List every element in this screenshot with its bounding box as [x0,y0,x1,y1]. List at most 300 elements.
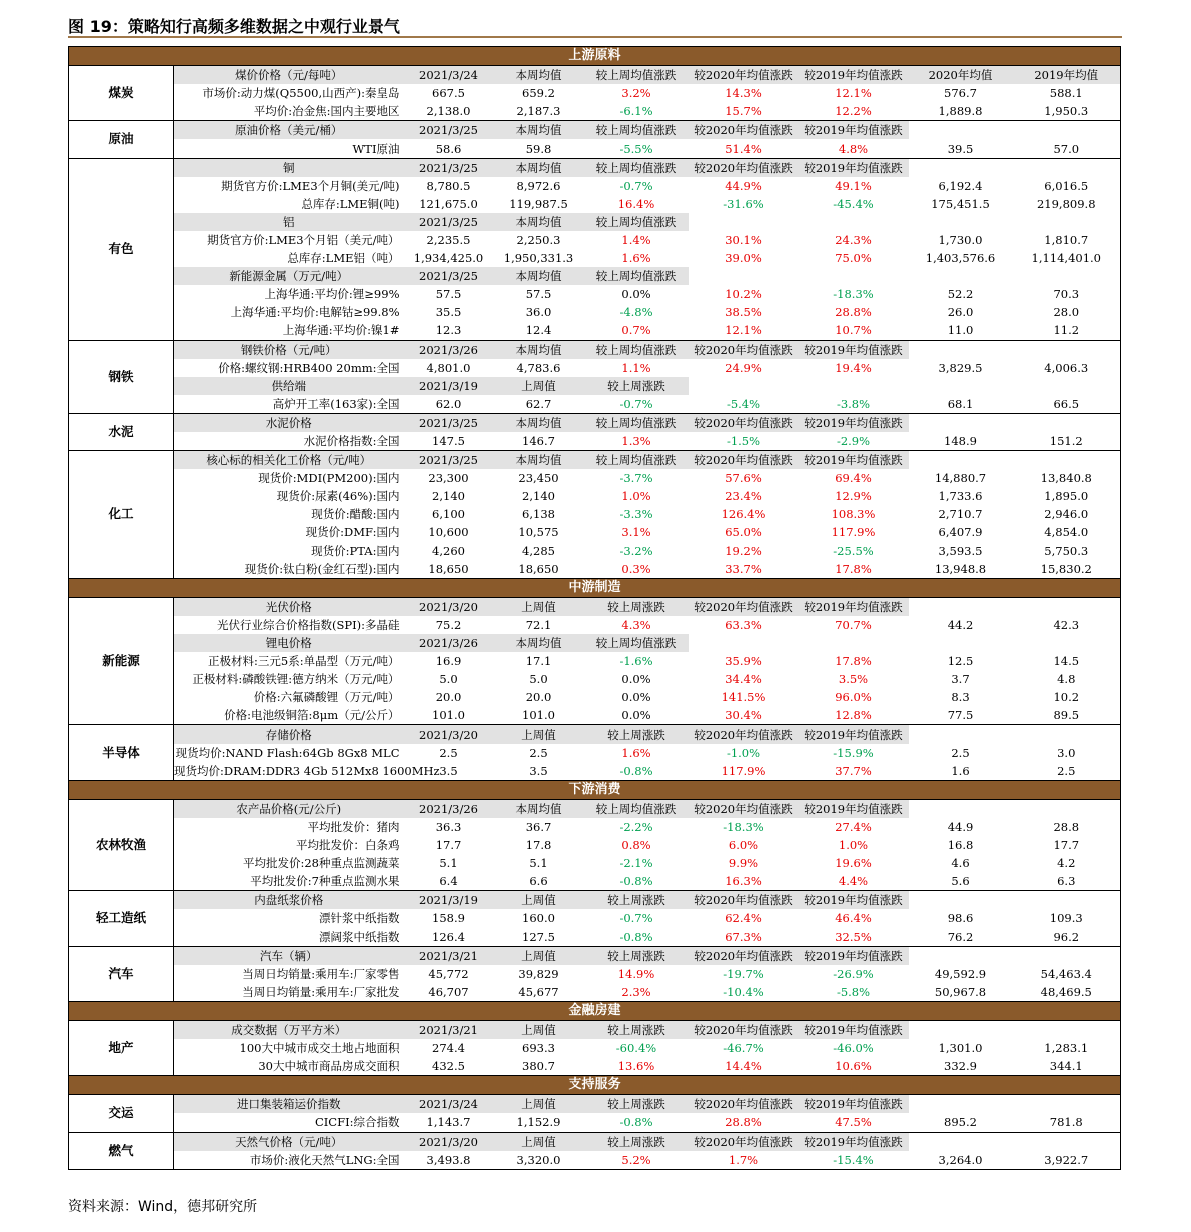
figure-title: 图 19：策略知行高频多维数据之中观行业景气 [68,17,400,36]
value-cell: 47.5% [835,1115,872,1130]
table-row [69,84,1121,102]
section-header [69,780,1121,799]
value-cell: 148.9 [944,434,977,449]
value-cell: 本周均值 [494,451,584,470]
table-row [69,249,1121,267]
value-cell: 2021/3/25 [404,451,494,470]
value-cell: 1,152.9 [516,1115,561,1130]
indicator-label: 100大中城市成交土地占地面积 [239,1041,400,1056]
value-cell: 46.4% [835,911,872,926]
value-cell: 57.5 [525,287,552,302]
value-cell: 2,250.3 [516,232,561,247]
value-cell: 14.9% [617,966,655,981]
value-cell: 32.5% [835,929,872,944]
value-cell: 1.6% [621,251,651,266]
value-cell: 0.0% [621,287,651,302]
value-cell [1013,213,1121,231]
value-cell: 10.2% [725,287,762,302]
value-cell: 1.6 [951,763,970,778]
group-header-row [69,158,1121,177]
indicator-label: 新能源金属（万元/吨） [174,267,404,285]
value-cell: 46,707 [428,984,469,999]
value-cell: 27.4% [835,819,872,834]
value-cell: 8,780.5 [426,178,471,193]
value-cell: 本周均值 [494,121,584,140]
value-cell: 3,922.7 [1044,1152,1089,1167]
value-cell: 69.4% [835,471,872,486]
value-cell: 28.8% [835,305,872,320]
table-row [69,177,1121,195]
value-cell: 较2019年均值涨跌 [799,891,909,910]
value-cell: 20.0 [525,690,552,705]
group-header-row [69,725,1121,744]
group-header-row [69,413,1121,432]
value-cell [1013,1095,1121,1114]
value-cell: 89.5 [1053,708,1080,723]
value-cell: 4.8 [1057,672,1076,687]
table-row [69,872,1121,891]
group-header-row [69,799,1121,818]
value-cell: 16.3% [725,874,762,889]
value-cell: 2021/3/25 [404,158,494,177]
indicator-label: 农产品价格(元/公斤) [174,799,404,818]
category-cell: 燃气 [69,1132,174,1169]
value-cell: 较2019年均值涨跌 [799,451,909,470]
indicator-label: 煤价价格（元/每吨） [174,66,404,85]
value-cell: 28.8 [1053,819,1080,834]
value-cell: 较上周均值涨跌 [584,121,689,140]
indicator-label: 上海华通:平均价:电解钴≥99.8% [230,305,400,320]
value-cell: 较2020年均值涨跌 [689,451,799,470]
value-cell: 12.2% [835,104,872,119]
table-row [69,1039,1121,1057]
indicator-label: 期货官方价:LME3个月铜(美元/吨) [221,178,400,193]
value-cell: 0.3% [621,561,651,576]
value-cell: 18,650 [428,561,469,576]
indicator-label: 光伏行业综合价格指数(SPI):多晶硅 [216,617,400,632]
value-cell: 2,187.3 [516,104,561,119]
value-cell: 1,895.0 [1044,489,1089,504]
group-header-row [69,1095,1121,1114]
value-cell: 36.7 [525,819,552,834]
value-cell: 较上周涨跌 [584,597,689,616]
value-cell: 58.6 [435,141,462,156]
indicator-label: 平均批发价:28种重点监测蔬菜 [242,856,400,871]
indicator-label: 钢铁价格（元/吨） [174,340,404,359]
value-cell [1013,340,1121,359]
table-row [69,744,1121,762]
value-cell: 141.5% [721,690,766,705]
value-cell: 8.3 [951,690,970,705]
section-title: 上游原料 [69,47,1121,66]
value-cell: 781.8 [1049,1115,1083,1130]
value-cell: 16.9 [435,654,462,669]
value-cell: 13.6% [617,1059,655,1074]
value-cell: 44.2 [947,617,974,632]
table-row [69,928,1121,947]
indicator-label: 内盘纸浆价格 [174,891,404,910]
value-cell: 12.8% [835,708,872,723]
value-cell: -46.7% [723,1041,764,1056]
value-cell: 本周均值 [494,634,584,652]
value-cell: 较2020年均值涨跌 [689,1132,799,1151]
value-cell: 1.7% [728,1152,759,1167]
value-cell: 3,593.5 [938,543,983,558]
value-cell: 68.1 [947,396,974,411]
indicator-label: 平均批发价:7种重点监测水果 [250,874,400,889]
value-cell: 10,600 [428,525,469,540]
value-cell: 2021/3/21 [404,1020,494,1039]
value-cell: 2021/3/26 [404,799,494,818]
value-cell: 1.1% [621,360,651,375]
value-cell: 4,801.0 [426,360,471,375]
indicator-label: 存储价格 [174,725,404,744]
value-cell: -2.1% [619,856,653,871]
value-cell: 1.4% [621,232,651,247]
value-cell: 5.1 [439,856,458,871]
value-cell: 35.5 [435,305,462,320]
table-row [69,139,1121,158]
indicator-label: 30大中城市商品房成交面积 [258,1059,400,1074]
indicator-label: 核心标的相关化工价格（元/吨） [174,451,404,470]
value-cell: 33.7% [725,561,762,576]
value-cell: 14,880.7 [934,471,987,486]
value-cell: 121,675.0 [419,196,478,211]
value-cell: 23.4% [725,489,762,504]
value-cell [909,340,1013,359]
category-cell: 半导体 [69,725,174,780]
value-cell [799,634,909,652]
value-cell: 6.4 [439,874,458,889]
value-cell [799,267,909,285]
indicator-label: 汽车（辆） [174,946,404,965]
value-cell: 2021/3/25 [404,267,494,285]
value-cell [909,1095,1013,1114]
indicator-label: 现货价:尿素(46%):国内 [276,489,400,504]
value-cell: 11.2 [1053,323,1080,338]
table-row [69,965,1121,983]
category-cell: 钢铁 [69,340,174,413]
value-cell: 3,320.0 [516,1152,561,1167]
value-cell: 2.5 [951,745,970,760]
value-cell: 5.0 [529,672,548,687]
value-cell: 1,950,331.3 [503,251,574,266]
value-cell: 10,575 [518,525,559,540]
value-cell: 9.9% [728,856,759,871]
value-cell [909,377,1013,395]
value-cell [909,213,1013,231]
value-cell: 26.0 [947,305,974,320]
value-cell: 380.7 [522,1059,555,1074]
value-cell: 98.6 [947,911,974,926]
value-cell: 6,407.9 [938,525,983,540]
value-cell: 2021/3/20 [404,1132,494,1151]
value-cell: 127.5 [522,929,555,944]
value-cell: 117.9% [721,763,766,778]
table-row [69,432,1121,451]
value-cell: 本周均值 [494,413,584,432]
group-header-row [69,267,1121,285]
value-cell: 2.5 [439,745,458,760]
value-cell: 101.0 [432,708,465,723]
value-cell: 62.0 [435,396,462,411]
value-cell: 10.2 [1053,690,1080,705]
value-cell [1013,1020,1121,1039]
source-note: 资料来源：Wind，德邦研究所 [68,1199,258,1215]
table-row [69,706,1121,725]
table-row [69,523,1121,541]
category-cell: 交运 [69,1095,174,1132]
table-row [69,670,1121,688]
table-row [69,1057,1121,1076]
category-cell: 水泥 [69,413,174,450]
value-cell: 2,235.5 [426,232,471,247]
value-cell: 2021/3/26 [404,340,494,359]
category-cell: 原油 [69,121,174,158]
table-row [69,195,1121,213]
value-cell: -18.3% [723,819,764,834]
value-cell: 50,967.8 [934,984,987,999]
value-cell: 13,948.8 [934,561,987,576]
value-cell: 17.8 [525,838,552,853]
indicator-label: 平均价:冶金焦:国内主要地区 [253,104,400,119]
value-cell: 14.5 [1053,654,1080,669]
value-cell: 2,138.0 [426,104,471,119]
value-cell: 本周均值 [494,799,584,818]
value-cell: 上周值 [494,1095,584,1114]
value-cell: 1,283.1 [1044,1041,1089,1056]
indicator-label: 总库存:LME铝（吨） [287,251,400,266]
value-cell: 本周均值 [494,340,584,359]
value-cell: 693.3 [522,1041,555,1056]
table-row [69,395,1121,414]
value-cell: 较2020年均值涨跌 [689,66,799,85]
value-cell: -15.4% [833,1152,874,1167]
value-cell: 较2019年均值涨跌 [799,413,909,432]
value-cell [1013,451,1121,470]
value-cell: 45,677 [518,984,559,999]
value-cell [909,634,1013,652]
value-cell: 较2020年均值涨跌 [689,1095,799,1114]
value-cell: 5.2% [621,1152,651,1167]
value-cell: 4.4% [838,874,869,889]
value-cell: 较上周均值涨跌 [584,451,689,470]
value-cell: 126.4 [432,929,465,944]
value-cell: 160.0 [522,911,555,926]
value-cell: 39,829 [518,966,559,981]
group-header-row [69,451,1121,470]
value-cell: 较上周均值涨跌 [584,340,689,359]
value-cell: 2,946.0 [1044,507,1089,522]
value-cell: 上周值 [494,597,584,616]
category-cell: 化工 [69,451,174,579]
value-cell: 较2020年均值涨跌 [689,1020,799,1039]
value-cell: -0.8% [619,929,653,944]
value-cell: 较上周涨跌 [584,725,689,744]
value-cell: 14.3% [725,86,762,101]
value-cell: 39.0% [725,251,762,266]
value-cell: 16.4% [617,196,655,211]
value-cell: 17.1 [525,654,552,669]
indicator-label: 现货价:醋酸:国内 [311,507,400,522]
value-cell: 上周值 [494,1020,584,1039]
title-underline [68,36,1122,38]
value-cell: 175,451.5 [931,196,990,211]
value-cell: 63.3% [725,617,762,632]
value-cell: -3.8% [836,396,871,411]
value-cell: 上周值 [494,946,584,965]
table-row [69,231,1121,249]
value-cell: -1.5% [726,434,761,449]
value-cell: -10.4% [723,984,764,999]
value-cell: 4,285 [522,543,555,558]
value-cell: 较上周均值涨跌 [584,66,689,85]
value-cell: 1,301.0 [938,1041,983,1056]
value-cell [689,377,799,395]
value-cell: 6.3 [1057,874,1076,889]
value-cell: 48,469.5 [1040,984,1092,999]
indicator-label: CICFI:综合指数 [314,1115,400,1130]
value-cell: 1,143.7 [426,1115,471,1130]
value-cell: -6.1% [619,104,653,119]
value-cell: 11.0 [947,323,974,338]
value-cell: -0.8% [619,763,653,778]
value-cell: -25.5% [833,543,874,558]
group-header-row [69,597,1121,616]
indicator-label: 现货价:PTA:国内 [311,543,400,558]
indicator-label: 供给端 [174,377,404,395]
value-cell: 1,403,576.6 [925,251,996,266]
value-cell: 12.1% [725,323,762,338]
category-cell: 农林牧渔 [69,799,174,890]
indicator-label: 总库存:LME铜(吨) [301,196,400,211]
value-cell: 较2019年均值涨跌 [799,121,909,140]
value-cell: -0.7% [619,911,653,926]
value-cell: 96.0% [835,690,872,705]
value-cell: 6,138 [522,507,555,522]
indicator-label: 现货价:DMF:国内 [305,525,400,540]
value-cell: 19.4% [835,360,872,375]
value-cell: 39.5 [947,141,974,156]
value-cell: 75.2 [435,617,462,632]
value-cell [799,377,909,395]
table-row [69,285,1121,303]
table-row [69,321,1121,340]
value-cell: 15,830.2 [1040,561,1092,576]
table-row [69,487,1121,505]
value-cell [909,413,1013,432]
value-cell: 5.6 [951,874,970,889]
value-cell: 2021/3/20 [404,597,494,616]
table-row [69,102,1121,121]
indicator-label: 光伏价格 [174,597,404,616]
indicator-label: WTI原油 [352,141,400,156]
indicator-label: 天然气价格（元/吨） [174,1132,404,1151]
value-cell: 20.0 [435,690,462,705]
value-cell: 较上周涨跌 [584,1095,689,1114]
value-cell: 588.1 [1049,86,1083,101]
indicator-label: 水泥价格指数:全国 [303,434,400,449]
value-cell: 上周值 [494,725,584,744]
value-cell: 1,733.6 [938,489,983,504]
value-cell: 35.9% [725,654,762,669]
value-cell: 2021/3/24 [404,1095,494,1114]
section-header [69,1076,1121,1095]
value-cell: 较2019年均值涨跌 [799,597,909,616]
table-row [69,616,1121,634]
value-cell: 24.3% [835,232,872,247]
group-header-row [69,1020,1121,1039]
value-cell: 12.4 [525,323,552,338]
indicator-label: 现货均价:NAND Flash:64Gb 8Gx8 MLC [175,745,400,760]
value-cell: 较2020年均值涨跌 [689,597,799,616]
value-cell: -45.4% [833,196,874,211]
value-cell: 895.2 [944,1115,977,1130]
category-cell: 新能源 [69,597,174,725]
value-cell: 19.6% [835,856,872,871]
value-cell: 38.5% [725,305,762,320]
value-cell: 0.8% [621,838,651,853]
value-cell: 较2020年均值涨跌 [689,946,799,965]
value-cell: 3.5% [838,672,869,687]
value-cell: 较上周均值涨跌 [584,799,689,818]
indicator-label: 平均批发价：猪肉 [307,819,400,834]
value-cell: 6,016.5 [1044,178,1089,193]
section-title: 下游消费 [69,780,1121,799]
value-cell: 较2020年均值涨跌 [689,891,799,910]
indicator-label: 原油价格（美元/桶） [174,121,404,140]
value-cell: 70.3 [1053,287,1080,302]
value-cell [909,158,1013,177]
value-cell: 1,934,425.0 [413,251,484,266]
value-cell: 576.7 [944,86,977,101]
value-cell: 上周值 [494,377,584,395]
value-cell: 4.8% [838,141,869,156]
value-cell: 0.0% [621,690,651,705]
indicator-label: 现货价:钛白粉(金红石型):国内 [244,561,400,576]
value-cell: 65.0% [725,525,762,540]
value-cell: 72.1 [525,617,552,632]
value-cell: 30.4% [725,708,762,723]
category-cell: 有色 [69,158,174,340]
value-cell [909,891,1013,910]
value-cell: 上周值 [494,891,584,910]
group-header-row [69,213,1121,231]
value-cell: 667.5 [432,86,465,101]
value-cell: 2.3% [621,984,651,999]
table-row [69,303,1121,321]
value-cell: 3,493.8 [426,1152,471,1167]
value-cell: 1.6% [621,745,651,760]
value-cell [1013,1132,1121,1151]
value-cell: 659.2 [522,86,555,101]
category-cell: 地产 [69,1020,174,1075]
section-header [69,1001,1121,1020]
industry-data-table [68,46,1121,1170]
value-cell: -5.8% [836,984,871,999]
value-cell: 57.6% [725,471,762,486]
value-cell: 2,710.7 [938,507,983,522]
value-cell: 较上周均值涨跌 [584,413,689,432]
value-cell [1013,377,1121,395]
value-cell: 较2019年均值涨跌 [799,1095,909,1114]
value-cell: 2021/3/25 [404,413,494,432]
value-cell: 49,592.9 [934,966,987,981]
value-cell [909,267,1013,285]
value-cell: 3.5 [439,763,458,778]
value-cell: 17.8% [835,561,872,576]
value-cell: 17.8% [835,654,872,669]
